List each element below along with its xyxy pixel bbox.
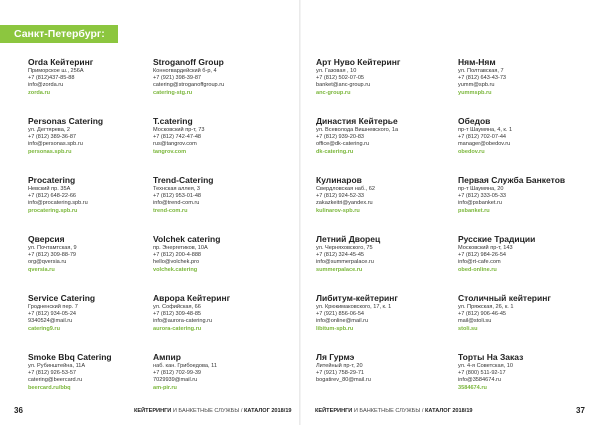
footer-catalog: КАТАЛОГ 2018/19: [424, 408, 473, 414]
company-address: наб. кан. Грибоедова, 11: [153, 363, 217, 369]
company-entry: [316, 175, 446, 234]
company-email[interactable]: info@online@mail.ru: [316, 318, 369, 325]
company-email[interactable]: info@psbanket.ru: [458, 200, 502, 207]
company-website[interactable]: summerpalace.ru: [316, 266, 363, 273]
company-website[interactable]: zorda.ru: [28, 89, 51, 96]
company-entry: [28, 234, 158, 293]
company-name: Procatering: [28, 175, 76, 185]
company-website[interactable]: dk-catering.ru: [316, 148, 354, 155]
company-phone[interactable]: +7 (921) 856-06-54: [316, 311, 365, 318]
company-email[interactable]: 9340524@mail.ru: [28, 318, 73, 325]
company-name: Династия Кейтерье: [316, 116, 398, 126]
company-phone[interactable]: +7 (812)437-85-88: [28, 75, 75, 82]
company-email[interactable]: info@rt-cafe.com: [458, 259, 501, 266]
company-website[interactable]: catering9.ru: [28, 325, 61, 332]
company-name: Personas Catering: [28, 116, 104, 126]
company-address: ул. Черняховского, 75: [316, 245, 373, 251]
company-email[interactable]: org@qversia.ru: [28, 259, 67, 266]
company-website[interactable]: volchek.catering: [153, 266, 198, 273]
company-phone[interactable]: +7 (812) 643-43-73: [458, 75, 507, 82]
company-phone[interactable]: +7 (921) 758-29-71: [316, 370, 365, 377]
company-email[interactable]: info@aurora-catering.ru: [153, 318, 213, 325]
company-email[interactable]: manager@obedov.ru: [458, 141, 511, 148]
company-entry: [458, 175, 588, 234]
company-entry: [316, 234, 446, 293]
company-name: Ля Гурмэ: [316, 352, 355, 362]
column-3: [316, 57, 446, 411]
company-address: ул. Крюкимаковского, 17, к. 1: [316, 304, 392, 310]
company-address: пр-т Шаумяна, 20: [458, 186, 504, 192]
company-name: Trend-Catering: [153, 175, 214, 185]
company-email[interactable]: 7029939@mail.ru: [153, 377, 198, 384]
company-address: ул. Всеволода Вишневского, 1а: [316, 127, 399, 133]
footer-title-bold: КЕЙТЕРИНГИ: [315, 408, 353, 414]
company-phone[interactable]: +7 (812) 389-36-87: [28, 134, 77, 141]
company-address: ул. Пряжская, 26, к. 1: [458, 304, 514, 310]
company-address: Невский пр. 35А: [28, 186, 71, 192]
company-website[interactable]: personas.spb.ru: [28, 148, 72, 155]
company-email[interactable]: info@zorda.ru: [28, 82, 64, 89]
company-website[interactable]: stoli.su: [458, 325, 478, 332]
company-address: Московский пр-т, 73: [153, 127, 205, 133]
company-address: пр-т Шаумяна, 4, к. 1: [458, 127, 513, 133]
company-entry: [316, 57, 446, 116]
footer-left: [134, 408, 292, 414]
company-website[interactable]: qversia.ru: [28, 266, 55, 273]
company-name: Кулинаров: [316, 175, 362, 185]
company-email[interactable]: bogatirev_80@mail.ru: [316, 377, 371, 384]
company-email[interactable]: info@summerpalace.ru: [316, 259, 374, 266]
company-name: Service Catering: [28, 293, 96, 303]
company-email[interactable]: zakazkeitri@yandex.ru: [316, 200, 373, 207]
company-email[interactable]: yumm@spb.ru: [458, 82, 495, 89]
company-name: Торты На Заказ: [458, 352, 524, 362]
company-phone[interactable]: +7 (812) 200-4-888: [153, 252, 202, 259]
company-website[interactable]: trend-com.ru: [153, 207, 188, 214]
company-email[interactable]: mail@stoli.su: [458, 318, 492, 325]
company-website[interactable]: kulinarov-spb.ru: [316, 207, 360, 214]
company-email[interactable]: office@dk-catering.ru: [316, 141, 370, 148]
footer-right: [315, 408, 473, 414]
company-name: Smoke Bbq Catering: [28, 352, 112, 362]
company-email[interactable]: info@procatering.spb.ru: [28, 200, 88, 207]
company-address: ул. Рубинштейна, 11А: [28, 363, 86, 369]
company-name: Qверсия: [28, 234, 65, 244]
company-address: Приморское ш., 256А: [28, 68, 84, 74]
company-entry: [458, 57, 588, 116]
company-email[interactable]: catering@stroganoffgroup.ru: [153, 82, 225, 89]
company-name: Первая Служба Банкетов: [458, 175, 566, 185]
company-name: Ампир: [153, 352, 181, 362]
company-entry: [28, 293, 158, 352]
company-phone[interactable]: +7 (812) 953-01-48: [153, 193, 202, 200]
company-name: Ням-Ням: [458, 57, 496, 67]
company-phone[interactable]: +7 (812) 702-07-44: [458, 134, 507, 141]
company-website[interactable]: yummspb.ru: [458, 89, 492, 96]
company-phone[interactable]: +7 (812) 648-22-66: [28, 193, 77, 200]
company-phone[interactable]: +7 (812) 939-20-83: [316, 134, 365, 141]
company-entry: [316, 116, 446, 175]
company-entry: [28, 175, 158, 234]
company-email[interactable]: info@trend-com.ru: [153, 200, 200, 207]
company-phone[interactable]: +7 (812) 926-53-57: [28, 370, 77, 377]
footer-title-bold: КЕЙТЕРИНГИ: [134, 408, 172, 414]
company-entry: [316, 293, 446, 352]
company-address: ул. 4-я Советская, 10: [458, 363, 513, 369]
company-name: Аврора Кейтеринг: [153, 293, 231, 303]
column-1: [28, 57, 158, 411]
footer-catalog: КАТАЛОГ 2018/19: [243, 408, 292, 414]
company-name: Либитум-кейтеринг: [316, 293, 398, 303]
company-entry: [458, 234, 588, 293]
company-phone[interactable]: +7 (921) 398-39-87: [153, 75, 202, 82]
footer-title-rest: И БАНКЕТНЫЕ СЛУЖБЫ /: [171, 408, 244, 414]
company-phone[interactable]: +7 (812) 742-47-48: [153, 134, 202, 141]
company-address: Конногвардейский б-р, 4: [153, 68, 217, 74]
city-banner: Санкт-Петербург:: [0, 25, 118, 43]
company-name: Арт Нуво Кейтеринг: [316, 57, 401, 67]
company-phone[interactable]: +7 (812) 324-45-45: [316, 252, 365, 259]
company-phone[interactable]: +7 (812) 934-05-24: [28, 311, 77, 318]
company-website[interactable]: beercard.ru/bbq: [28, 384, 71, 391]
company-website[interactable]: procatering.spb.ru: [28, 207, 78, 214]
company-website[interactable]: aurora-catering.ru: [153, 325, 202, 332]
company-entry: [153, 293, 283, 352]
company-address: ул. Дегтярева, 2: [28, 127, 71, 133]
column-4: [458, 57, 588, 411]
company-website[interactable]: catering-stg.ru: [153, 89, 193, 96]
company-address: Литейный пр-т, 20: [316, 363, 363, 369]
company-entry: [458, 352, 588, 411]
company-website[interactable]: obedov.ru: [458, 148, 485, 155]
company-entry: [28, 352, 158, 411]
company-email[interactable]: info@3584674.ru: [458, 377, 502, 384]
company-email[interactable]: hello@volchek.pro: [153, 259, 200, 266]
company-website[interactable]: am-pir.ru: [153, 384, 177, 391]
company-name: Столичный кейтеринг: [458, 293, 551, 303]
company-entry: [153, 234, 283, 293]
company-name: Летний Дворец: [316, 234, 381, 244]
company-website[interactable]: psbanket.ru: [458, 207, 490, 214]
company-entry: [153, 352, 283, 411]
company-address: Свердловская наб., 62: [316, 186, 376, 192]
company-website[interactable]: 3584674.ru: [458, 384, 487, 391]
company-entry: [458, 293, 588, 352]
company-phone[interactable]: +7 (812) 309-48-85: [153, 311, 202, 318]
company-phone[interactable]: +7 (812) 906-46-45: [458, 311, 507, 318]
company-address: ул. Почтамтская, 9: [28, 245, 77, 251]
company-address: ул. Газовая , 10: [316, 68, 357, 74]
company-name: T.catering: [153, 116, 193, 126]
company-entry: [28, 57, 158, 116]
company-phone[interactable]: +7 (812) 309-88-79: [28, 252, 77, 259]
company-entry: [153, 116, 283, 175]
company-name: Stroganoff Group: [153, 57, 224, 67]
company-entry: [153, 57, 283, 116]
company-website[interactable]: obed-online.ru: [458, 266, 497, 273]
company-phone[interactable]: +7 (812) 502-07-05: [316, 75, 365, 82]
company-name: Orda Кейтеринг: [28, 57, 94, 67]
company-address: Технская аллея, 3: [153, 186, 201, 192]
page-number-left: 36: [14, 406, 23, 415]
company-email[interactable]: rus@tangrov.com: [153, 141, 197, 148]
company-address: ул. Софийская, 66: [153, 304, 201, 310]
company-website[interactable]: libitum-spb.ru: [316, 325, 354, 332]
company-address: ул. Полтавская, 7: [458, 68, 504, 74]
company-name: Обедов: [458, 116, 491, 126]
company-name: Русские Традиции: [458, 234, 536, 244]
company-phone[interactable]: +7 (812) 984-26-54: [458, 252, 507, 259]
company-entry: [316, 352, 446, 411]
company-phone[interactable]: +7 (800) 511-92-17: [458, 370, 506, 377]
company-address: пр. Энергетиков, 10А: [153, 245, 208, 251]
company-email[interactable]: catering@beercard.ru: [28, 377, 83, 384]
company-email[interactable]: info@personas.spb.ru: [28, 141, 83, 148]
company-name: Volchek catering: [153, 234, 221, 244]
company-phone[interactable]: +7 (812) 702-99-39: [153, 370, 202, 377]
page-gutter: [299, 0, 301, 425]
company-phone[interactable]: +7 (812) 333-05-33: [458, 193, 507, 200]
company-address: Московский пр-т, 143: [458, 245, 513, 251]
company-website[interactable]: anc-group.ru: [316, 89, 351, 96]
company-phone[interactable]: +7 (812) 924-52-33: [316, 193, 365, 200]
column-2: [153, 57, 283, 411]
company-entry: [458, 116, 588, 175]
company-entry: [153, 175, 283, 234]
company-website[interactable]: tangrov.com: [153, 148, 187, 155]
company-address: Гродненский пер. 7: [28, 304, 78, 310]
company-email[interactable]: banket@anc-group.ru: [316, 82, 371, 89]
page-number-right: 37: [576, 406, 585, 415]
footer-title-rest: И БАНКЕТНЫЕ СЛУЖБЫ /: [352, 408, 425, 414]
company-entry: [28, 116, 158, 175]
